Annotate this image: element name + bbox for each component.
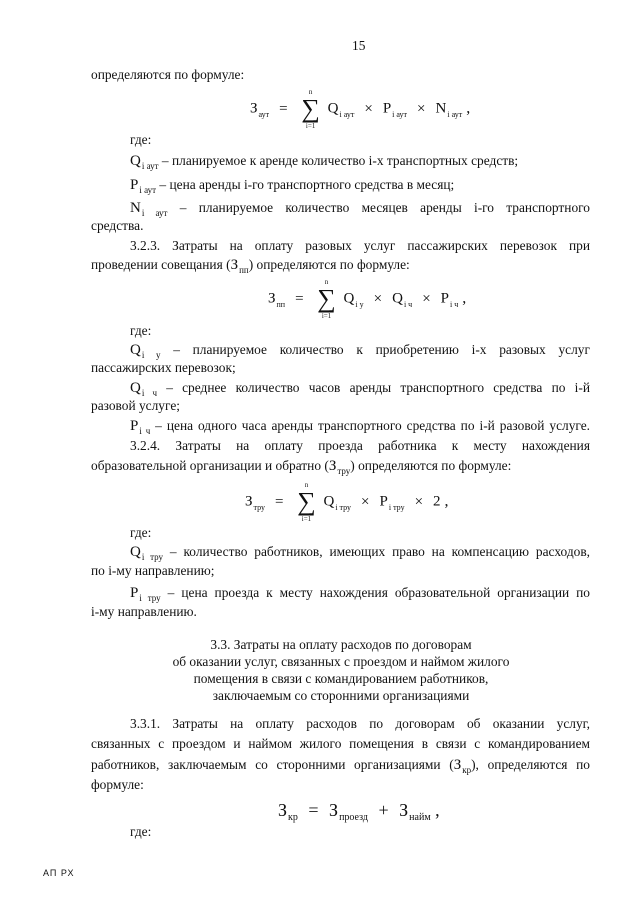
section-heading-3-3: 3.3. Затраты на оплату расходов по договорам об оказании услуг, связанных с проездом и наймом жилого помещения в связи с командированием работников, заключаемым со сторонними организациями — [172, 637, 510, 703]
def-n-aut-cont: средства. — [91, 218, 144, 233]
where-label: где: — [130, 323, 152, 338]
para-3-3-1-line1: 3.3.1. Затраты на оплату расходов по договорам об оказании услуг, — [130, 716, 590, 731]
formula-3: $З_{тру}$ = n ∑ i=1 $Q_{i тру} \times P_{i тру} \times 2$ , — [245, 481, 449, 523]
def-q-iu: $Q_{i у}$ – планируемое количество к приобретению i-х разовых услуг — [130, 342, 590, 360]
def-q-tru-cont: по i-му направлению; — [91, 563, 215, 578]
para-3-2-4-line1: 3.2.4. Затраты на оплату проезда работника к месту нахождения — [130, 438, 590, 453]
def-p-tru-cont: i-му направлению. — [91, 604, 197, 619]
sum-sign: n ∑ i=1 — [317, 278, 336, 320]
para-3-3-1-line3: работников, заключаемым со сторонними организациями $(З_{кр})$, определяются по — [91, 757, 590, 775]
def-q-iu-cont: пассажирских перевозок; — [91, 360, 236, 375]
formula-4: $З_{кр} = З_{проезд} + З_{найм}$ , — [278, 800, 440, 823]
def-q-aut: $Q_{i аут}$ – планируемое к аренде количество i-х транспортных средств; — [130, 153, 519, 171]
def-n-aut: $N_{i аут}$ – планируемое количество месяцев аренды i-го транспортного — [130, 200, 590, 218]
def-q-tru: $Q_{i тру}$ – количество работников, имеющих право на компенсацию расходов, — [130, 544, 590, 562]
para-3-3-1-line2: связанных с проездом и наймом жилого помещения в связи с командированием — [91, 736, 590, 751]
footer-code: АП РХ — [43, 868, 75, 878]
para-3-2-3-line2: проведении совещания $(З_{пп})$ определяются по формуле: — [91, 257, 410, 275]
sum-sign: n ∑ i=1 — [301, 88, 320, 130]
def-q-ich-cont: разовой услуге; — [91, 398, 180, 413]
formula-2: $З_{пп}$ = n ∑ i=1 $Q_{i у} \times Q_{i ч} \times P_{i ч}$ , — [268, 278, 467, 320]
where-label-last: где: — [130, 824, 152, 839]
sum-sign: n ∑ i=1 — [297, 481, 316, 523]
def-q-ich: $Q_{i ч}$ – среднее количество часов аренды транспортного средства по i-й — [130, 380, 590, 398]
def-p-tru: $P_{i тру}$ – цена проезда к месту нахождения образовательной организации по — [130, 585, 590, 603]
formula-1: $З_{аут}$ = n ∑ i=1 $Q_{i аут} \times P_{i аут} \times N_{i аут}$ , — [250, 88, 471, 130]
page-number: 15 — [352, 38, 366, 53]
intro-text: определяются по формуле: — [91, 67, 245, 82]
para-3-2-4-line2: образовательной организации и обратно $(З_{тру})$ определяются по формуле: — [91, 458, 512, 476]
formula-1-lhs: З — [250, 100, 258, 117]
def-p-aut: $P_{i аут}$ – цена аренды i-го транспортного средства в месяц; — [130, 177, 455, 195]
para-3-2-3-line1: 3.2.3. Затраты на оплату разовых услуг пассажирских перевозок при — [130, 238, 590, 253]
where-label: где: — [130, 525, 152, 540]
para-3-3-1-line4: формуле: — [91, 777, 144, 792]
def-p-ich: $P_{i ч}$ – цена одного часа аренды транспортного средства по i-й разовой услуге. — [130, 418, 590, 436]
where-label: где: — [130, 132, 152, 147]
